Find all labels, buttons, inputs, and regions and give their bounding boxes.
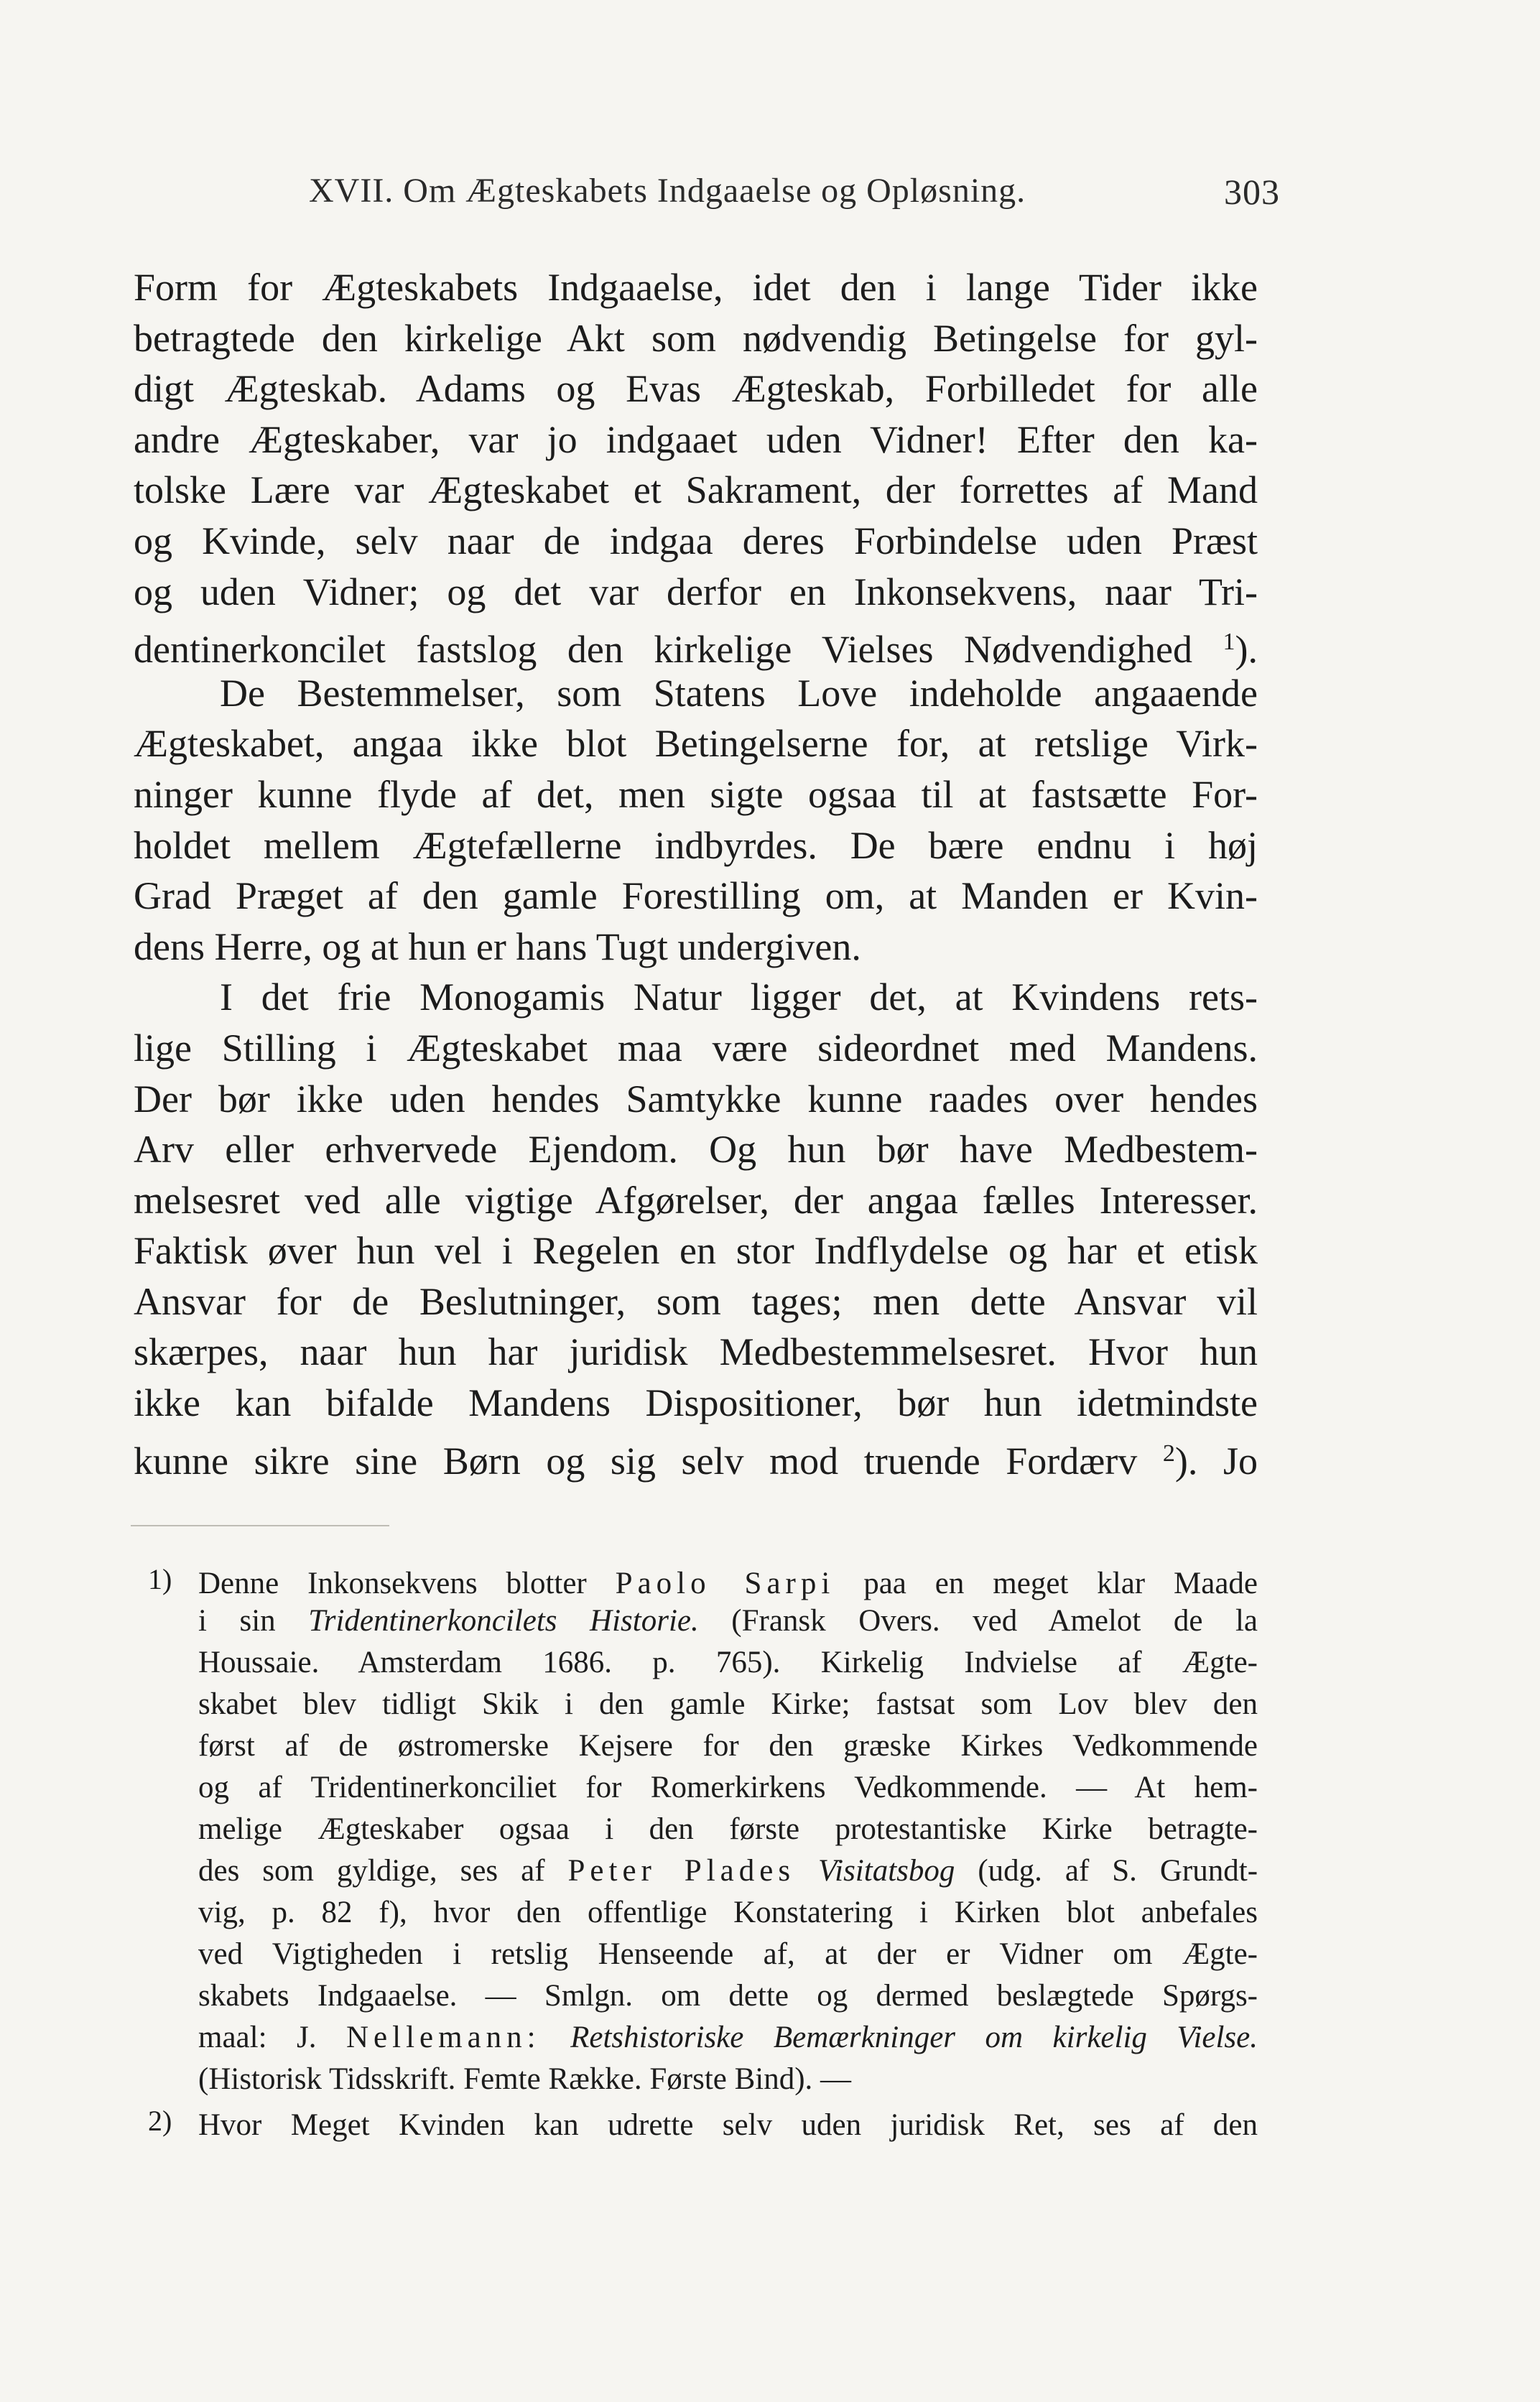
footnote-line: vig, p. 82 f), hvor den offentlige Konstatering i Kirken blot anbefales (198, 1896, 1258, 1929)
footnote-line: skabets Indgaaelse. — Smlgn. om dette og dermed beslægtede Spørgs- (198, 1979, 1258, 2013)
text-line: digt Ægteskab. Adams og Evas Ægteskab, Forbilledet for alle (134, 367, 1258, 411)
footnote-marker: 2) (148, 2105, 172, 2137)
text-line: melsesret ved alle vigtige Afgørelser, der angaa fælles Interesser. (134, 1178, 1258, 1222)
footnote-ref-close: ). (1174, 1439, 1198, 1483)
text-line: betragtede den kirkelige Akt som nødvendig Betingelse for gyl- (134, 316, 1258, 360)
text-line (134, 1429, 1258, 1483)
footnote-line (134, 2017, 1258, 2059)
text-line: dens Herre, og at hun er hans Tugt undergiven. (134, 924, 861, 968)
work-title: Tridentinerkoncilets Historie. (308, 1604, 699, 1638)
footnote-text: maal: J. (198, 2021, 317, 2054)
page-number: 303 (1224, 172, 1280, 212)
footnote-line: først af de østromerske Kejsere for den græske Kirkes Vedkommende (198, 1729, 1258, 1763)
footnote-line: melige Ægteskaber ogsaa i den første protestantiske Kirke betragte- (198, 1812, 1258, 1846)
author-name: Nellemann: (346, 2021, 541, 2054)
footnote-ref: 2 (1162, 1439, 1175, 1467)
text-line: holdet mellem Ægtefællerne indbyrdes. De bære endnu i høj (134, 823, 1258, 867)
text-line: Der bør ikke uden hendes Samtykke kunne raades over hendes (134, 1077, 1258, 1121)
footnote-line: Houssaie. Amsterdam 1686. p. 765). Kirkelig Indvielse af Ægte- (198, 1646, 1258, 1679)
chapter-title: XVII. Om Ægteskabets Indgaaelse og Opløsning. (309, 172, 1026, 210)
footnote-line: skabet blev tidligt Skik i den gamle Kirke; fastsat som Lov blev den (198, 1687, 1258, 1721)
footnote-text: Denne Inkonsekvens blotter (198, 1567, 587, 1600)
footnote-line: (Historisk Tidsskrift. Femte Række. Første Bind). — (198, 2062, 852, 2096)
footnote-divider (131, 1525, 389, 1526)
text-line: tolske Lære var Ægteskabet et Sakrament, der forrettes af Mand (134, 468, 1258, 512)
text-line: Arv eller erhvervede Ejendom. Og hun bør have Medbestem- (134, 1128, 1258, 1172)
author-name: Peter Plades (567, 1854, 796, 1888)
main-text (134, 262, 1258, 1483)
text-line: Form for Ægteskabets Indgaaelse, idet den i lange Tider ikke (134, 266, 1258, 309)
text-line: Faktisk øver hun vel i Regelen en stor Indflydelse og har et etisk (134, 1229, 1258, 1273)
footnote-text: i sin (198, 1604, 276, 1638)
text-line: og uden Vidner; og det var derfor en Inkonsekvens, naar Tri- (134, 570, 1258, 613)
text-line: lige Stilling i Ægteskabet maa være sideordnet med Mandens. (134, 1026, 1258, 1070)
footnotes (134, 1559, 1258, 2142)
text-line: Ansvar for de Beslutninger, som tages; men dette Ansvar vil (134, 1279, 1258, 1323)
work-title: Visitatsbog (818, 1854, 955, 1888)
footnote-text: des som gyldige, ses af (198, 1854, 545, 1888)
text-fragment: kunne sikre sine Børn og sig selv mod truende Fordærv (134, 1439, 1138, 1483)
footnote-line: ved Vigtigheden i retslig Henseende af, at der er Vidner om Ægte- (198, 1937, 1258, 1971)
author-name: Paolo Sarpi (615, 1567, 835, 1600)
footnote-text: Hvor Meget Kvinden kan udrette selv uden juridisk Ret, ses af den (198, 2108, 1258, 2142)
text-line: og Kvinde, selv naar de indgaa deres Forbindelse uden Præst (134, 519, 1258, 562)
footnote-text: (Fransk Overs. ved Amelot de la (731, 1604, 1258, 1638)
text-line: skærpes, naar hun har juridisk Medbestemmelsesret. Hvor hun (134, 1330, 1258, 1374)
text-line: ikke kan bifalde Mandens Dispositioner, bør hun idetmindste (134, 1381, 1258, 1425)
footnote-text: paa en meget klar Maade (863, 1567, 1258, 1600)
footnote-line (134, 2100, 1258, 2142)
text-line: ninger kunne flyde af det, men sigte ogsaa til at fastsætte For- (134, 772, 1258, 816)
footnote-line (134, 1600, 1258, 1642)
text-line: andre Ægteskaber, var jo indgaaet uden Vidner! Efter den ka- (134, 417, 1258, 461)
work-title: Retshistoriske Bemærkninger om kirkelig Vielse. (570, 2021, 1258, 2054)
footnote-ref: 1 (1223, 629, 1235, 656)
text-fragment: dentinerkoncilet fastslog den kirkelige Vielses Nødvendighed (134, 628, 1192, 672)
text-line: Grad Præget af den gamle Forestilling om, at Manden er Kvin- (134, 874, 1258, 918)
footnote-line (134, 1850, 1258, 1892)
text-line: Ægteskabet, angaa ikke blot Betingelserne for, at retslige Virk- (134, 722, 1258, 766)
footnote-line (134, 1559, 1258, 1600)
footnote-text: (udg. af S. Grundt- (978, 1854, 1258, 1888)
footnote-marker: 1) (148, 1563, 172, 1595)
text-fragment: Jo (1223, 1439, 1258, 1483)
footnote-line: og af Tridentinerkonciliet for Romerkirkens Vedkommende. — At hem- (198, 1771, 1258, 1804)
footnote-ref-close: ). (1235, 628, 1258, 672)
text-line: I det frie Monogamis Natur ligger det, at Kvindens rets- (220, 975, 1258, 1019)
text-line (134, 617, 1258, 672)
text-line: De Bestemmelser, som Statens Love indeholde angaaende (220, 671, 1258, 715)
